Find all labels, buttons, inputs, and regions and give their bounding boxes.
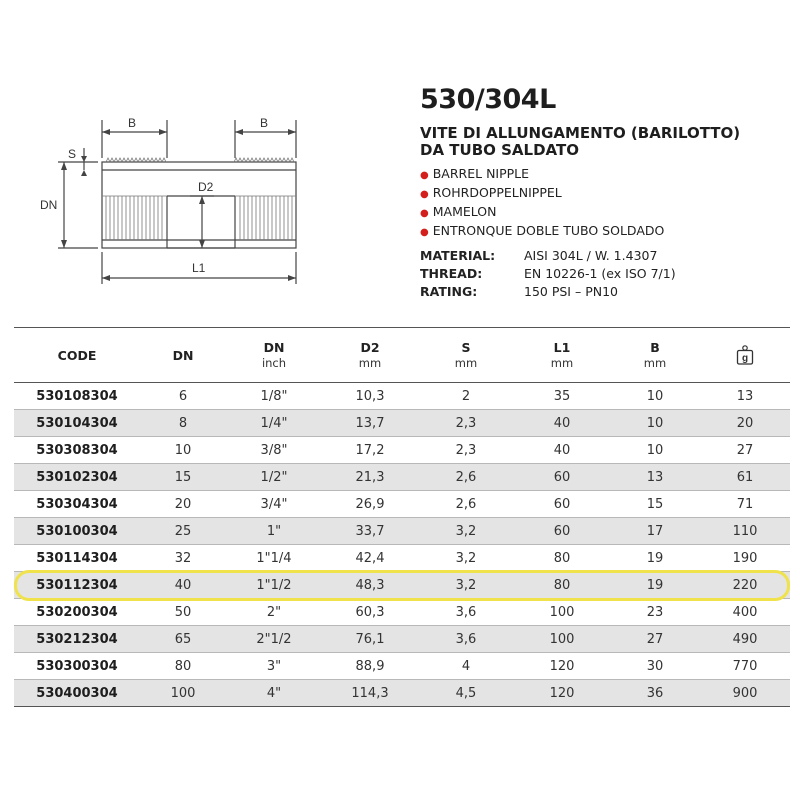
- col-dn-inch: DN inch: [261, 340, 287, 370]
- table-cell: 15: [140, 464, 226, 491]
- cell-code: 530304304: [36, 496, 118, 512]
- product-subtitle: [420, 125, 790, 159]
- bullet-icon: ●: [420, 227, 429, 238]
- col-l1: L1 mm: [550, 340, 574, 370]
- body-outline: [102, 162, 296, 248]
- cell-code: 530300304: [36, 658, 118, 674]
- cell-code: 530200304: [36, 604, 118, 620]
- table-cell: 10: [174, 442, 192, 458]
- product-header: [420, 84, 790, 301]
- label-dn: DN: [40, 198, 58, 212]
- table-cell: 120: [514, 680, 610, 707]
- table-cell: 25: [140, 518, 226, 545]
- cell-code: 530102304: [14, 464, 140, 491]
- table-cell: 13: [610, 464, 700, 491]
- table-cell: 40: [553, 442, 571, 458]
- spec-material: MATERIAL: AISI 304L / W. 1.4307: [420, 248, 658, 263]
- table-cell: 30: [646, 658, 664, 674]
- table-cell: 3/4": [260, 496, 288, 512]
- table-cell: 10,3: [355, 388, 385, 404]
- table-cell: 10: [646, 388, 664, 404]
- table-cell: 1/4": [226, 410, 322, 437]
- table-cell: 1/2": [226, 464, 322, 491]
- nipple-drawing-svg: [40, 112, 370, 292]
- table-row: [14, 545, 790, 572]
- table-cell: 61: [700, 464, 790, 491]
- table-row: [14, 437, 790, 464]
- table-cell: 100: [514, 626, 610, 653]
- col-weight: [700, 328, 790, 383]
- subtitle-line-1: VITE DI ALLUNGAMENTO (BARILOTTO): [420, 124, 741, 142]
- table-row: [14, 626, 790, 653]
- table-cell: 100: [549, 604, 575, 620]
- table-cell: 3/8": [260, 442, 288, 458]
- col-s: S mm: [454, 340, 478, 370]
- table-cell: 42,4: [355, 550, 385, 566]
- cell-code: 530100304: [14, 518, 140, 545]
- bullet-icon: ●: [420, 170, 429, 181]
- table-cell: 3,2: [418, 518, 514, 545]
- cell-code: 530212304: [14, 626, 140, 653]
- table-cell: 2,3: [455, 442, 477, 458]
- cell-code: 530104304: [14, 410, 140, 437]
- product-code-title: 530/304L: [420, 84, 556, 115]
- table-cell: 60,3: [355, 604, 385, 620]
- technical-drawing: [40, 112, 370, 292]
- table-cell: 3,6: [455, 604, 477, 620]
- table-cell: 48,3: [322, 572, 418, 599]
- product-name-en: ● BARREL NIPPLE: [420, 166, 530, 181]
- table-cell: 27: [736, 442, 754, 458]
- table-cell: 13: [736, 388, 754, 404]
- table-cell: 4: [461, 658, 471, 674]
- table-cell: 80: [514, 572, 610, 599]
- cell-code: 530400304: [14, 680, 140, 707]
- table-cell: 15: [646, 496, 664, 512]
- table-cell: 2": [266, 604, 282, 620]
- table-cell: 40: [514, 410, 610, 437]
- table-cell: 27: [610, 626, 700, 653]
- table-cell: 20: [174, 496, 192, 512]
- table-row: [14, 410, 790, 437]
- col-dn: DN: [172, 347, 194, 363]
- label-l1: L1: [192, 261, 206, 275]
- table-cell: 80: [553, 550, 571, 566]
- table-cell: 32: [174, 550, 192, 566]
- table-cell: 3,2: [418, 572, 514, 599]
- table-cell: 17: [610, 518, 700, 545]
- table-cell: 3,6: [418, 626, 514, 653]
- table-cell: 40: [140, 572, 226, 599]
- table-cell: 60: [514, 464, 610, 491]
- col-b: B mm: [643, 340, 667, 370]
- table-cell: 21,3: [322, 464, 418, 491]
- bullet-icon: ●: [420, 189, 429, 200]
- cell-code: 530308304: [36, 442, 118, 458]
- product-name-es: ● ENTRONQUE DOBLE TUBO SOLDADO: [420, 223, 665, 238]
- table-cell: 110: [700, 518, 790, 545]
- cell-code: 530108304: [36, 388, 118, 404]
- label-b-right: B: [260, 116, 269, 130]
- table-cell: 26,9: [355, 496, 385, 512]
- table-cell: 80: [174, 658, 192, 674]
- table-cell: 60: [553, 496, 571, 512]
- table-cell: 100: [140, 680, 226, 707]
- table-cell: 17,2: [355, 442, 385, 458]
- label-b-left: B: [128, 116, 137, 130]
- cell-code: 530112304: [14, 572, 140, 599]
- table-cell: 2,6: [418, 464, 514, 491]
- product-name-list: [420, 165, 790, 241]
- table-cell: 60: [514, 518, 610, 545]
- dimensions-table-wrap: [14, 327, 790, 707]
- table-cell: 1": [226, 518, 322, 545]
- table-row: [14, 680, 790, 707]
- product-specs: [420, 247, 790, 301]
- table-header-row: [14, 328, 790, 383]
- table-cell: 120: [549, 658, 575, 674]
- table-cell: 50: [174, 604, 192, 620]
- label-s: S: [68, 147, 77, 161]
- table-cell: 400: [732, 604, 758, 620]
- table-cell: 88,9: [355, 658, 385, 674]
- table-cell: 4": [226, 680, 322, 707]
- table-cell: 190: [732, 550, 758, 566]
- table-cell: 2,3: [418, 410, 514, 437]
- table-cell: 10: [646, 442, 664, 458]
- table-cell: 10: [610, 410, 700, 437]
- table-cell: 3": [266, 658, 282, 674]
- table-cell: 770: [732, 658, 758, 674]
- table-cell: 8: [140, 410, 226, 437]
- table-cell: 220: [700, 572, 790, 599]
- table-cell: 3,2: [455, 550, 477, 566]
- table-cell: 1/8": [260, 388, 288, 404]
- table-cell: 33,7: [322, 518, 418, 545]
- table-cell: 1"1/4: [256, 550, 292, 566]
- table-cell: 2"1/2: [226, 626, 322, 653]
- dimensions-table: [14, 327, 790, 707]
- bullet-icon: ●: [420, 208, 429, 219]
- weight-icon: [736, 345, 754, 365]
- table-row: [14, 383, 790, 410]
- label-d2: D2: [198, 180, 214, 194]
- cell-code: 530114304: [36, 550, 118, 566]
- svg-text:g: g: [741, 353, 749, 364]
- col-code: CODE: [57, 347, 97, 363]
- col-d2: D2 mm: [358, 340, 382, 370]
- table-cell: 23: [646, 604, 664, 620]
- product-name-de: ● ROHRDOPPELNIPPEL: [420, 185, 562, 200]
- table-cell: 114,3: [322, 680, 418, 707]
- product-name-fr: ● MAMELON: [420, 204, 497, 219]
- table-body: [14, 383, 790, 707]
- table-cell: 490: [700, 626, 790, 653]
- spec-thread: THREAD: EN 10226-1 (ex ISO 7/1): [420, 266, 676, 281]
- table-cell: 4,5: [418, 680, 514, 707]
- table-row: [14, 491, 790, 518]
- table-cell: 36: [610, 680, 700, 707]
- table-cell: 1"1/2: [226, 572, 322, 599]
- table-row: [14, 572, 790, 599]
- table-row: [14, 518, 790, 545]
- table-cell: 19: [610, 572, 700, 599]
- table-cell: 20: [700, 410, 790, 437]
- table-row: [14, 653, 790, 680]
- table-cell: 6: [178, 388, 188, 404]
- subtitle-line-2: DA TUBO SALDATO: [420, 141, 579, 159]
- table-cell: 76,1: [322, 626, 418, 653]
- spec-rating: RATING: 150 PSI – PN10: [420, 284, 618, 299]
- table-cell: 2,6: [455, 496, 477, 512]
- table-row: [14, 464, 790, 491]
- table-cell: 71: [736, 496, 754, 512]
- table-row: [14, 599, 790, 626]
- table-cell: 65: [140, 626, 226, 653]
- table-cell: 2: [461, 388, 471, 404]
- table-cell: 19: [646, 550, 664, 566]
- table-cell: 13,7: [322, 410, 418, 437]
- table-cell: 900: [700, 680, 790, 707]
- table-cell: 35: [553, 388, 571, 404]
